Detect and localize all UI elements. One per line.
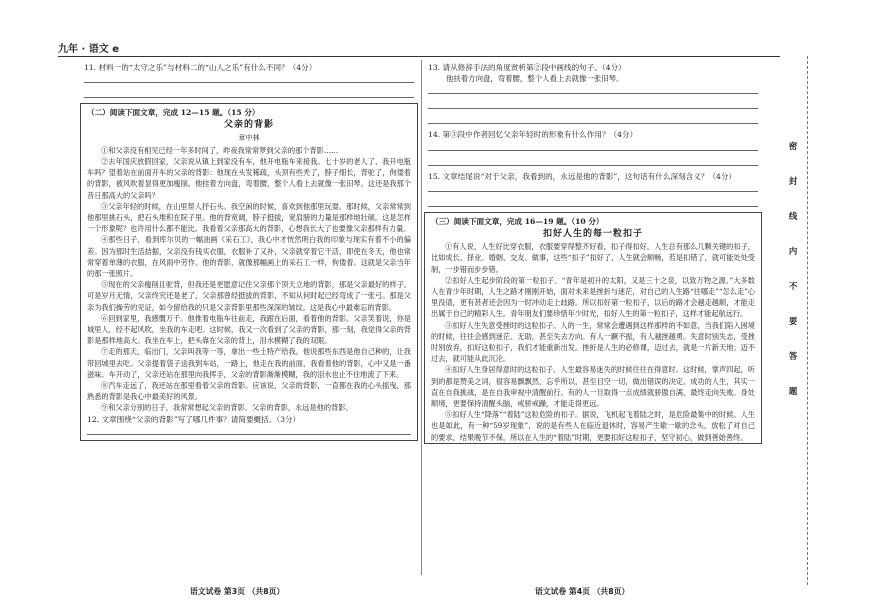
paragraph-7: ⑦走的那天，临出门，父亲叫我等一等，拿出一些土特产给我。他说那些东西是他自己种的，让我带回城里去吃。父亲提着袋子送我到车站，一路上，他走在我的前面，我看着他的背影，心中又是一番滋味。车开动了，父亲还站在那里向我挥手，父亲的背影渐渐模糊，我的泪水也止不住地流了下来。 — [87, 347, 411, 379]
question-15: 15. 文章结尾说“对于父亲，我看到的，永远是他的背影”，这句话有什么深刻含义？（4分） — [428, 171, 737, 181]
answer-line[interactable] — [84, 88, 414, 98]
reading-section-2 — [80, 103, 418, 441]
paragraph-2: ②去年国庆放假回家，父亲说从镇上到家没有车，他开电瓶车来接我。七十岁的老人了，我开电瓶车吗？望着站在前面开车的父亲的背影：他现在头发稀疏，头顶有些秃了，脖子细长，背驼了，佝偻着的背影，被风吹着显得更加瘦削。他挂着方向盘，弯着腰，整个人看上去就像一张旧琴。这还是我那个昔日那高大的父亲吗？ — [87, 157, 411, 200]
answer-line[interactable] — [428, 114, 758, 124]
section-2-header: （二）阅读下面文章，完成 12—15 题。（15 分） — [87, 108, 260, 118]
seal-char: 要 — [788, 316, 798, 326]
paragraph-9: ⑨和父亲分别的日子，我常常想起父亲的背影。父亲的背影，永远是他的背影。 — [101, 403, 353, 413]
seal-char: 线 — [788, 211, 798, 221]
seal-char: 不 — [788, 281, 798, 291]
right-column — [428, 62, 758, 444]
seal-char: 密 — [788, 141, 798, 151]
answer-line[interactable] — [428, 156, 758, 166]
question-12: 12. 文章围绕“父亲的背影”写了哪几件事？请简要概括。（3分） — [87, 414, 301, 424]
paragraph-5: ⑤现在的父亲瘦削且驼背，但我还是更愿意记住父亲那个顶天立地的背影，那是父亲最好的样子。可是岁月无情，父亲终究还是老了，父亲那曾经挺拔的背影，不知从何时起已经弯成了一张弓。那是父亲为我们操劳的见证，如今留给我的只是父亲背影里那些深深的皱纹。这是我心中最难忘的背影。 — [87, 280, 411, 312]
paragraph-8: ⑧汽车走远了，我还站在那里看着父亲的背影。应该说，父亲的背影，一直都在我的心头摇曳，那熟悉的背影是我心中最美好的风景。 — [87, 381, 411, 402]
answer-line[interactable] — [428, 141, 758, 151]
answer-line[interactable] — [428, 84, 758, 94]
answer-line[interactable] — [428, 197, 758, 207]
paragraph-3: ③父亲年轻的时候，在山里帮人抒石头。我空闲的时候，喜欢到他那里玩耍。那时候，父亲常常到他那里挑石头，把石头堆积在院子里。他的背宽阔，脖子挺拔，宽肩膀的力量是那样地壮硕。这是怎样一个形象呢？也许用什么都不能比。我看着父亲那高大的背影，心想我长大了也要像父亲那样有力量。 — [87, 201, 411, 234]
seal-line — [807, 56, 808, 585]
footer-right: 语文试卷 第4页 （共8页） — [535, 587, 630, 596]
seal-text — [786, 140, 800, 420]
paragraph-2: ②扣好人生起步阶段的第一粒扣子。“青年是初升的太阳，又是三十之泉，以致万物之源。”大多数人在青少年时期，人生之路才刚刚开始，面对未来是挫折与迷茫，对自己的人生路“往哪走”“怎么走”心里没谱，更有甚者还会因为一时冲动走上歧路。所以扣好第一粒扣子，以后的路才会越走越顺，才能走出属于自己的精彩人生。青年朋友们要珍惜年少时光，扣好人生的第一粒扣子，这样才能起航远行。 — [431, 275, 755, 319]
paragraph-4: ④扣好人生身居得意时的这粒扣子。人生最容易迷失的时候往往在得意时。这时候，掌声四起，听到的都是赞美之词，很容易飘飘然，忘乎所以，甚至目空一切，做出错误的决定。成功的人生，其实一直在自我挑战，是在自我审视中清醒前行。有的人一旦取得一点成绩就骄傲自满，最终走向失败。身处顺境，更要保持清醒头脑，戒骄戒躁，才能走得更远。 — [431, 365, 755, 409]
footer-left: 语文试卷 第3页 （共8页） — [190, 587, 285, 596]
question-11: 11. 材料一的“太守之乐”与材料二的“山人之乐”有什么不同？（4分） — [84, 63, 317, 72]
answer-line[interactable] — [87, 425, 411, 435]
seal-char: 题 — [788, 386, 798, 396]
column-divider — [421, 60, 422, 575]
paragraph-3: ③扣好人生失意受挫时的这粒扣子。人的一生，常常会遭遇到这样那样的不如意，当我们陷入困境的时候，往往会感到迷茫、无助，甚至失去方向。有人一蹶不振，有人越挫越勇。失意时别失志，受挫时别放弃，扣好这粒扣子，我们才能重新出发。挫折是人生的必修课，迈过去，就是一片新天地；迈不过去，就可能从此沉沦。 — [431, 320, 755, 364]
seal-char: 内 — [788, 246, 798, 256]
article-title: 父亲的背影 — [223, 120, 274, 131]
header-rule — [58, 56, 780, 57]
answer-line[interactable] — [428, 99, 758, 109]
question-13: 13. 请从修辞手法的角度赏析第②段中画线的句子。（4分） — [428, 63, 626, 72]
paragraph-5: ⑤扣好人生“降落”“着陆”这粒危险的扣子。据说，飞机起飞着陆之时，是危险最集中的时候。人生也是如此，有一种“59岁现象”，说的是有些人在临近退休时，容易产生歇一歇的念头，放松了对自己的要求，结果晚节不保。所以在人生的“着陆”时期，更要扣好这粒扣子，坚守初心，做到善始善终。 — [431, 410, 755, 442]
seal-char: 封 — [788, 176, 798, 186]
question-14: 14. 第③段中作者回忆父亲年轻时的形象有什么作用？（4分） — [428, 130, 638, 140]
answer-line[interactable] — [428, 182, 758, 192]
section-3-header: （三）阅读下面文章，完成 16—19 题。（10 分） — [431, 216, 604, 226]
page-header: 九年 · 语文 e — [58, 44, 120, 55]
paragraph-1: ①和父亲没有相见已经一年多时间了，昨夜我常常梦到父亲的那个背影…… — [101, 145, 339, 155]
article-author: 章中林 — [238, 133, 260, 142]
question-13-quote: 他扶着方向盘，弯着腰，整个人看上去就像一张旧琴。 — [446, 74, 624, 84]
article-title: 扣好人生的每一粒扣子 — [542, 229, 643, 240]
reading-section-3 — [424, 212, 762, 444]
paragraph-6: ⑥回到家里，我感慨万千。他推着电瓶车往前走，我跟在后面，看着他的背影。父亲笑着说，你是城里人，经不起风吹，坐我的车走吧。这时候，我又一次看到了父亲的背影，那一刻，我觉得父亲的背影是那样地高大。我坐在车上，把头靠在父亲的背上，泪水模糊了我的双眼。 — [87, 313, 411, 346]
left-column — [84, 62, 414, 441]
paragraph-1: ①有人说，人生好比穿衣服，衣服要穿得整齐好看，扣子得扣好。人生总有那么几颗关键的扣子，比如成长、择业、婚姻、交友、做事，这些“扣子”扣好了，人生就会顺畅，若是扣错了，就可能处处受制，一步错而步步错。 — [431, 242, 755, 274]
answer-line[interactable] — [84, 73, 414, 83]
paragraph-4: ④那些日子，看到库尔贝的一幅油画《采石工》，我心中才恍然明白我的印象与现实有着不小的偏差。因为那时生活拮据，父亲没有钱买衣服，衣服补了又补，父亲就穿着它干活，即使在冬天，他也常常穿着单薄的衣服，在风雨中劳作。他的背影，就像那幅画上的采石工一样，佝偻着。这就是父亲当年的那一张照片。 — [87, 235, 411, 279]
seal-char: 答 — [788, 351, 798, 361]
